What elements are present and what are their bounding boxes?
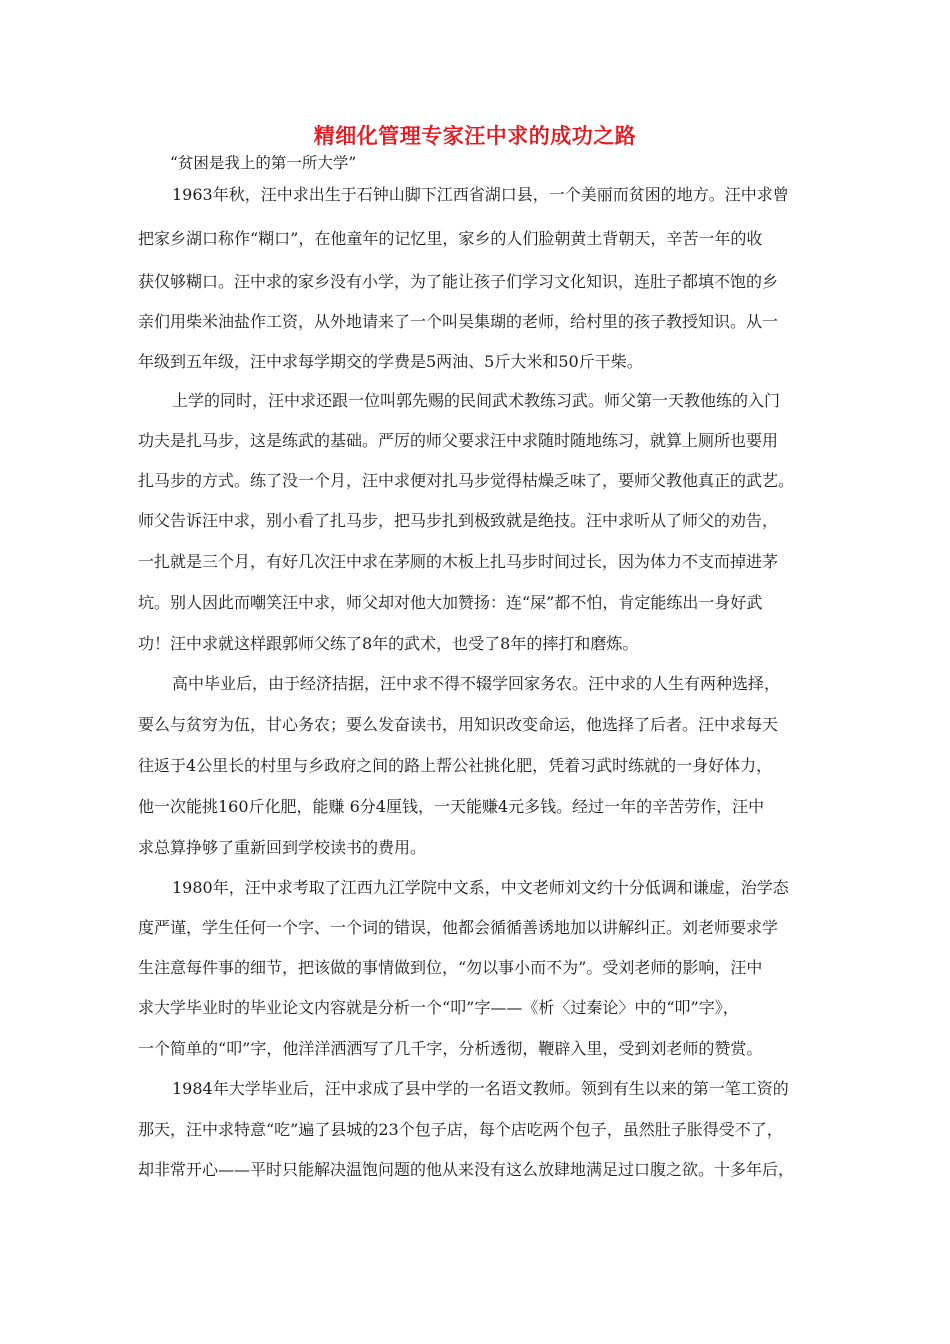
paragraph-4-line-4: 求大学毕业时的毕业论文内容就是分析一个“叩”字——《析〈过秦论〉中的“叩”字》， bbox=[138, 998, 739, 1017]
paragraph-5-line-1: 1984年大学毕业后，汪中求成了县中学的一名语文教师。领到有生以来的第一笔工资的 bbox=[172, 1079, 789, 1098]
paragraph-4-line-1: 1980年，汪中求考取了江西九江学院中文系，中文老师刘文约十分低调和谦虚，治学态 bbox=[172, 878, 789, 897]
paragraph-3-line-1: 高中毕业后，由于经济拮据，汪中求不得不辍学回家务农。汪中求的人生有两种选择， bbox=[172, 674, 781, 693]
paragraph-2-line-6: 坑。别人因此而嘲笑汪中求，师父却对他大加赞扬：连“屎”都不怕，肯定能练出一身好武 bbox=[138, 593, 763, 612]
paragraph-1-line-1: 1963年秋，汪中求出生于石钟山脚下江西省湖口县，一个美丽而贫困的地方。汪中求曾 bbox=[172, 185, 789, 204]
paragraph-5-line-2: 那天，汪中求特意“吃”遍了县城的23个包子店，每个店吃两个包子，虽然肚子胀得受不了， bbox=[138, 1120, 783, 1139]
paragraph-2-line-5: 一扎就是三个月，有好几次汪中求在茅厕的木板上扎马步时间过长，因为体力不支而掉进茅 bbox=[138, 552, 779, 571]
paragraph-1-line-5: 年级到五年级，汪中求每学期交的学费是5两油、5斤大米和50斤干柴。 bbox=[138, 352, 643, 371]
paragraph-2-line-3: 扎马步的方式。练了没一个月，汪中求便对扎马步觉得枯燥乏味了，要师父教他真正的武艺。 bbox=[138, 471, 795, 490]
paragraph-5-line-3: 却非常开心——平时只能解决温饱问题的他从来没有这么放肆地满足过口腹之欲。十多年后， bbox=[138, 1160, 795, 1179]
paragraph-1-line-4: 亲们用柴米油盐作工资，从外地请来了一个叫吴集瑚的老师，给村里的孩子教授知识。从一 bbox=[138, 312, 779, 331]
article-title: 精细化管理专家汪中求的成功之路 bbox=[313, 123, 637, 148]
paragraph-3-line-2: 要么与贫穷为伍，甘心务农；要么发奋读书，用知识改变命运，他选择了后者。汪中求每天 bbox=[138, 715, 779, 734]
paragraph-3-line-4: 他一次能挑160斤化肥，能赚 6分4厘钱，一天能赚4元多钱。经过一年的辛苦劳作，汪中 bbox=[138, 797, 765, 816]
paragraph-1-line-2: 把家乡湖口称作“糊口”，在他童年的记忆里，家乡的人们脸朝黄土背朝天，辛苦一年的收 bbox=[138, 229, 763, 248]
paragraph-4-line-5: 一个简单的“叩”字，他洋洋洒洒写了几千字，分析透彻，鞭辟入里，受到刘老师的赞赏。 bbox=[138, 1039, 763, 1058]
paragraph-3-line-5: 求总算挣够了重新回到学校读书的费用。 bbox=[138, 838, 427, 857]
paragraph-2-line-2: 功夫是扎马步，这是练武的基础。严厉的师父要求汪中求随时随地练习，就算上厕所也要用 bbox=[138, 431, 779, 450]
section-heading: “贫困是我上的第一所大学” bbox=[170, 154, 357, 172]
paragraph-3-line-3: 往返于4公里长的村里与乡政府之间的路上帮公社挑化肥，凭着习武时练就的一身好体力， bbox=[138, 756, 773, 775]
paragraph-4-line-3: 生注意每件事的细节，把该做的事情做到位，“勿以事小而不为”。受刘老师的影响，汪中 bbox=[138, 958, 763, 977]
paragraph-2-line-1: 上学的同时，汪中求还跟一位叫郭先赐的民间武术教练习武。师父第一天教他练的入门 bbox=[172, 391, 781, 410]
paragraph-4-line-2: 度严谨，学生任何一个字、一个词的错误，他都会循循善诱地加以讲解纠正。刘老师要求学 bbox=[138, 918, 779, 937]
paragraph-2-line-7: 功！汪中求就这样跟郭师父练了8年的武术，也受了8年的摔打和磨炼。 bbox=[138, 634, 639, 653]
paragraph-2-line-4: 师父告诉汪中求，别小看了扎马步，把马步扎到极致就是绝技。汪中求听从了师父的劝告， bbox=[138, 511, 779, 530]
paragraph-1-line-3: 获仅够糊口。汪中求的家乡没有小学，为了能让孩子们学习文化知识，连肚子都填不饱的乡 bbox=[138, 272, 779, 291]
